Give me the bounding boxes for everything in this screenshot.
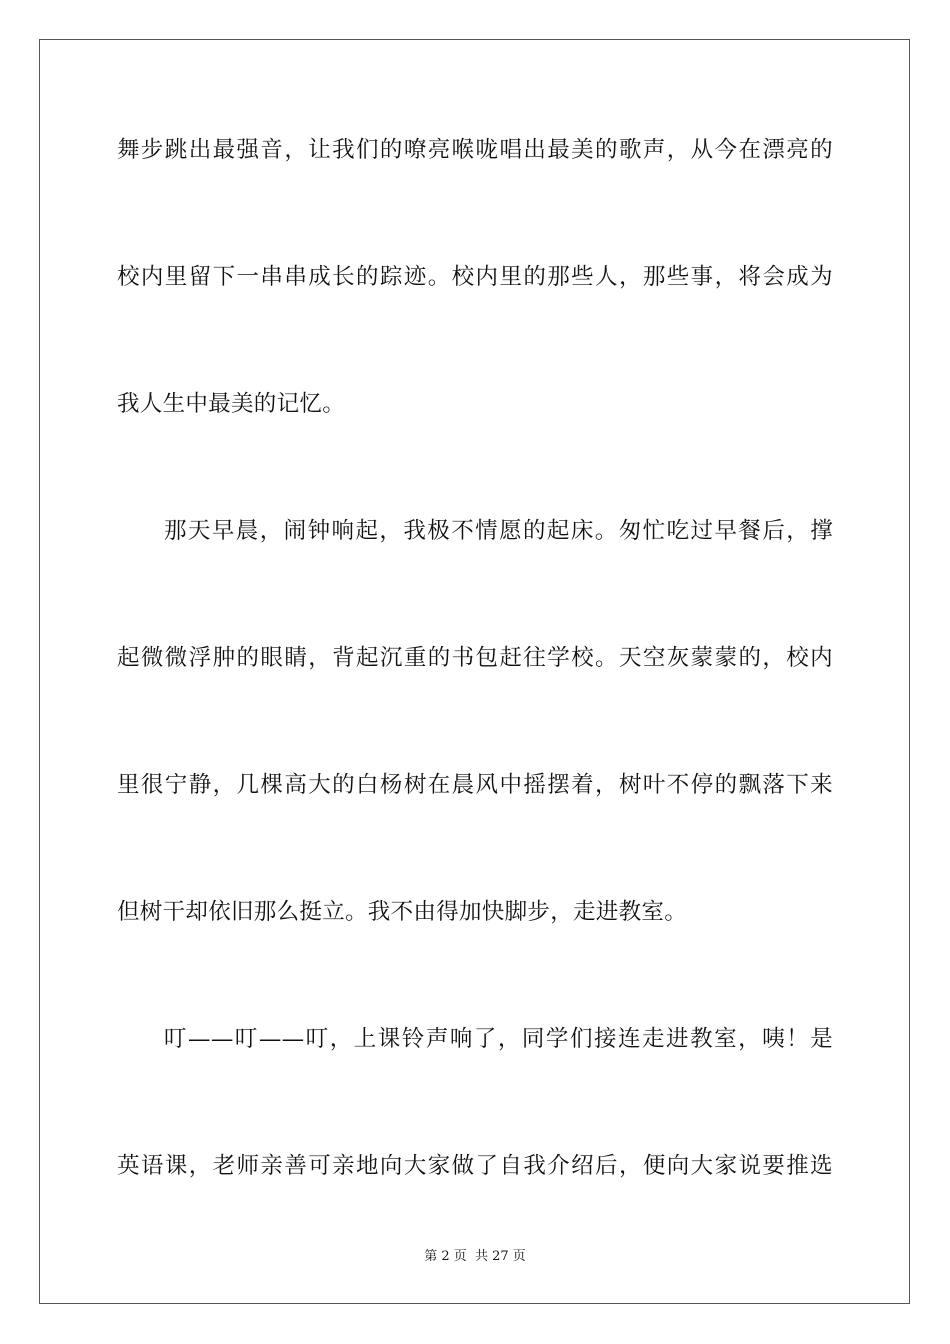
paragraph-line: 舞步跳出最强音，让我们的嘹亮喉咙唱出最美的歌声，从今在漂亮的: [117, 137, 833, 163]
paragraph-line: 英语课，老师亲善可亲地向大家做了自我介绍后，便向大家说要推选: [117, 1153, 833, 1179]
page-footer: [0, 1248, 950, 1266]
paragraph-first-line: 那天早晨，闹钟响起，我极不情愿的起床。匆忙吃过早餐后，撑: [164, 518, 833, 544]
paragraph-line: 我人生中最美的记忆。: [117, 391, 346, 417]
page-total: 共 27 页: [474, 1249, 526, 1264]
paragraph-line: 校内里留下一串串成长的踪迹。校内里的那些人，那些事，将会成为: [117, 264, 833, 290]
paragraph-line: 但树干却依旧那么挺立。我不由得加快脚步，走进教室。: [117, 899, 688, 925]
paragraph-first-line: 叮——叮——叮，上课铃声响了，同学们接连走进教室，咦！是: [164, 1026, 833, 1052]
paragraph-line: 里很宁静，几棵高大的白杨树在晨风中摇摆着，树叶不停的飘落下来: [117, 772, 833, 798]
page-number: 第 2 页: [424, 1249, 467, 1264]
paragraph-line: 起微微浮肿的眼睛，背起沉重的书包赶往学校。天空灰蒙蒙的，校内: [117, 645, 833, 671]
